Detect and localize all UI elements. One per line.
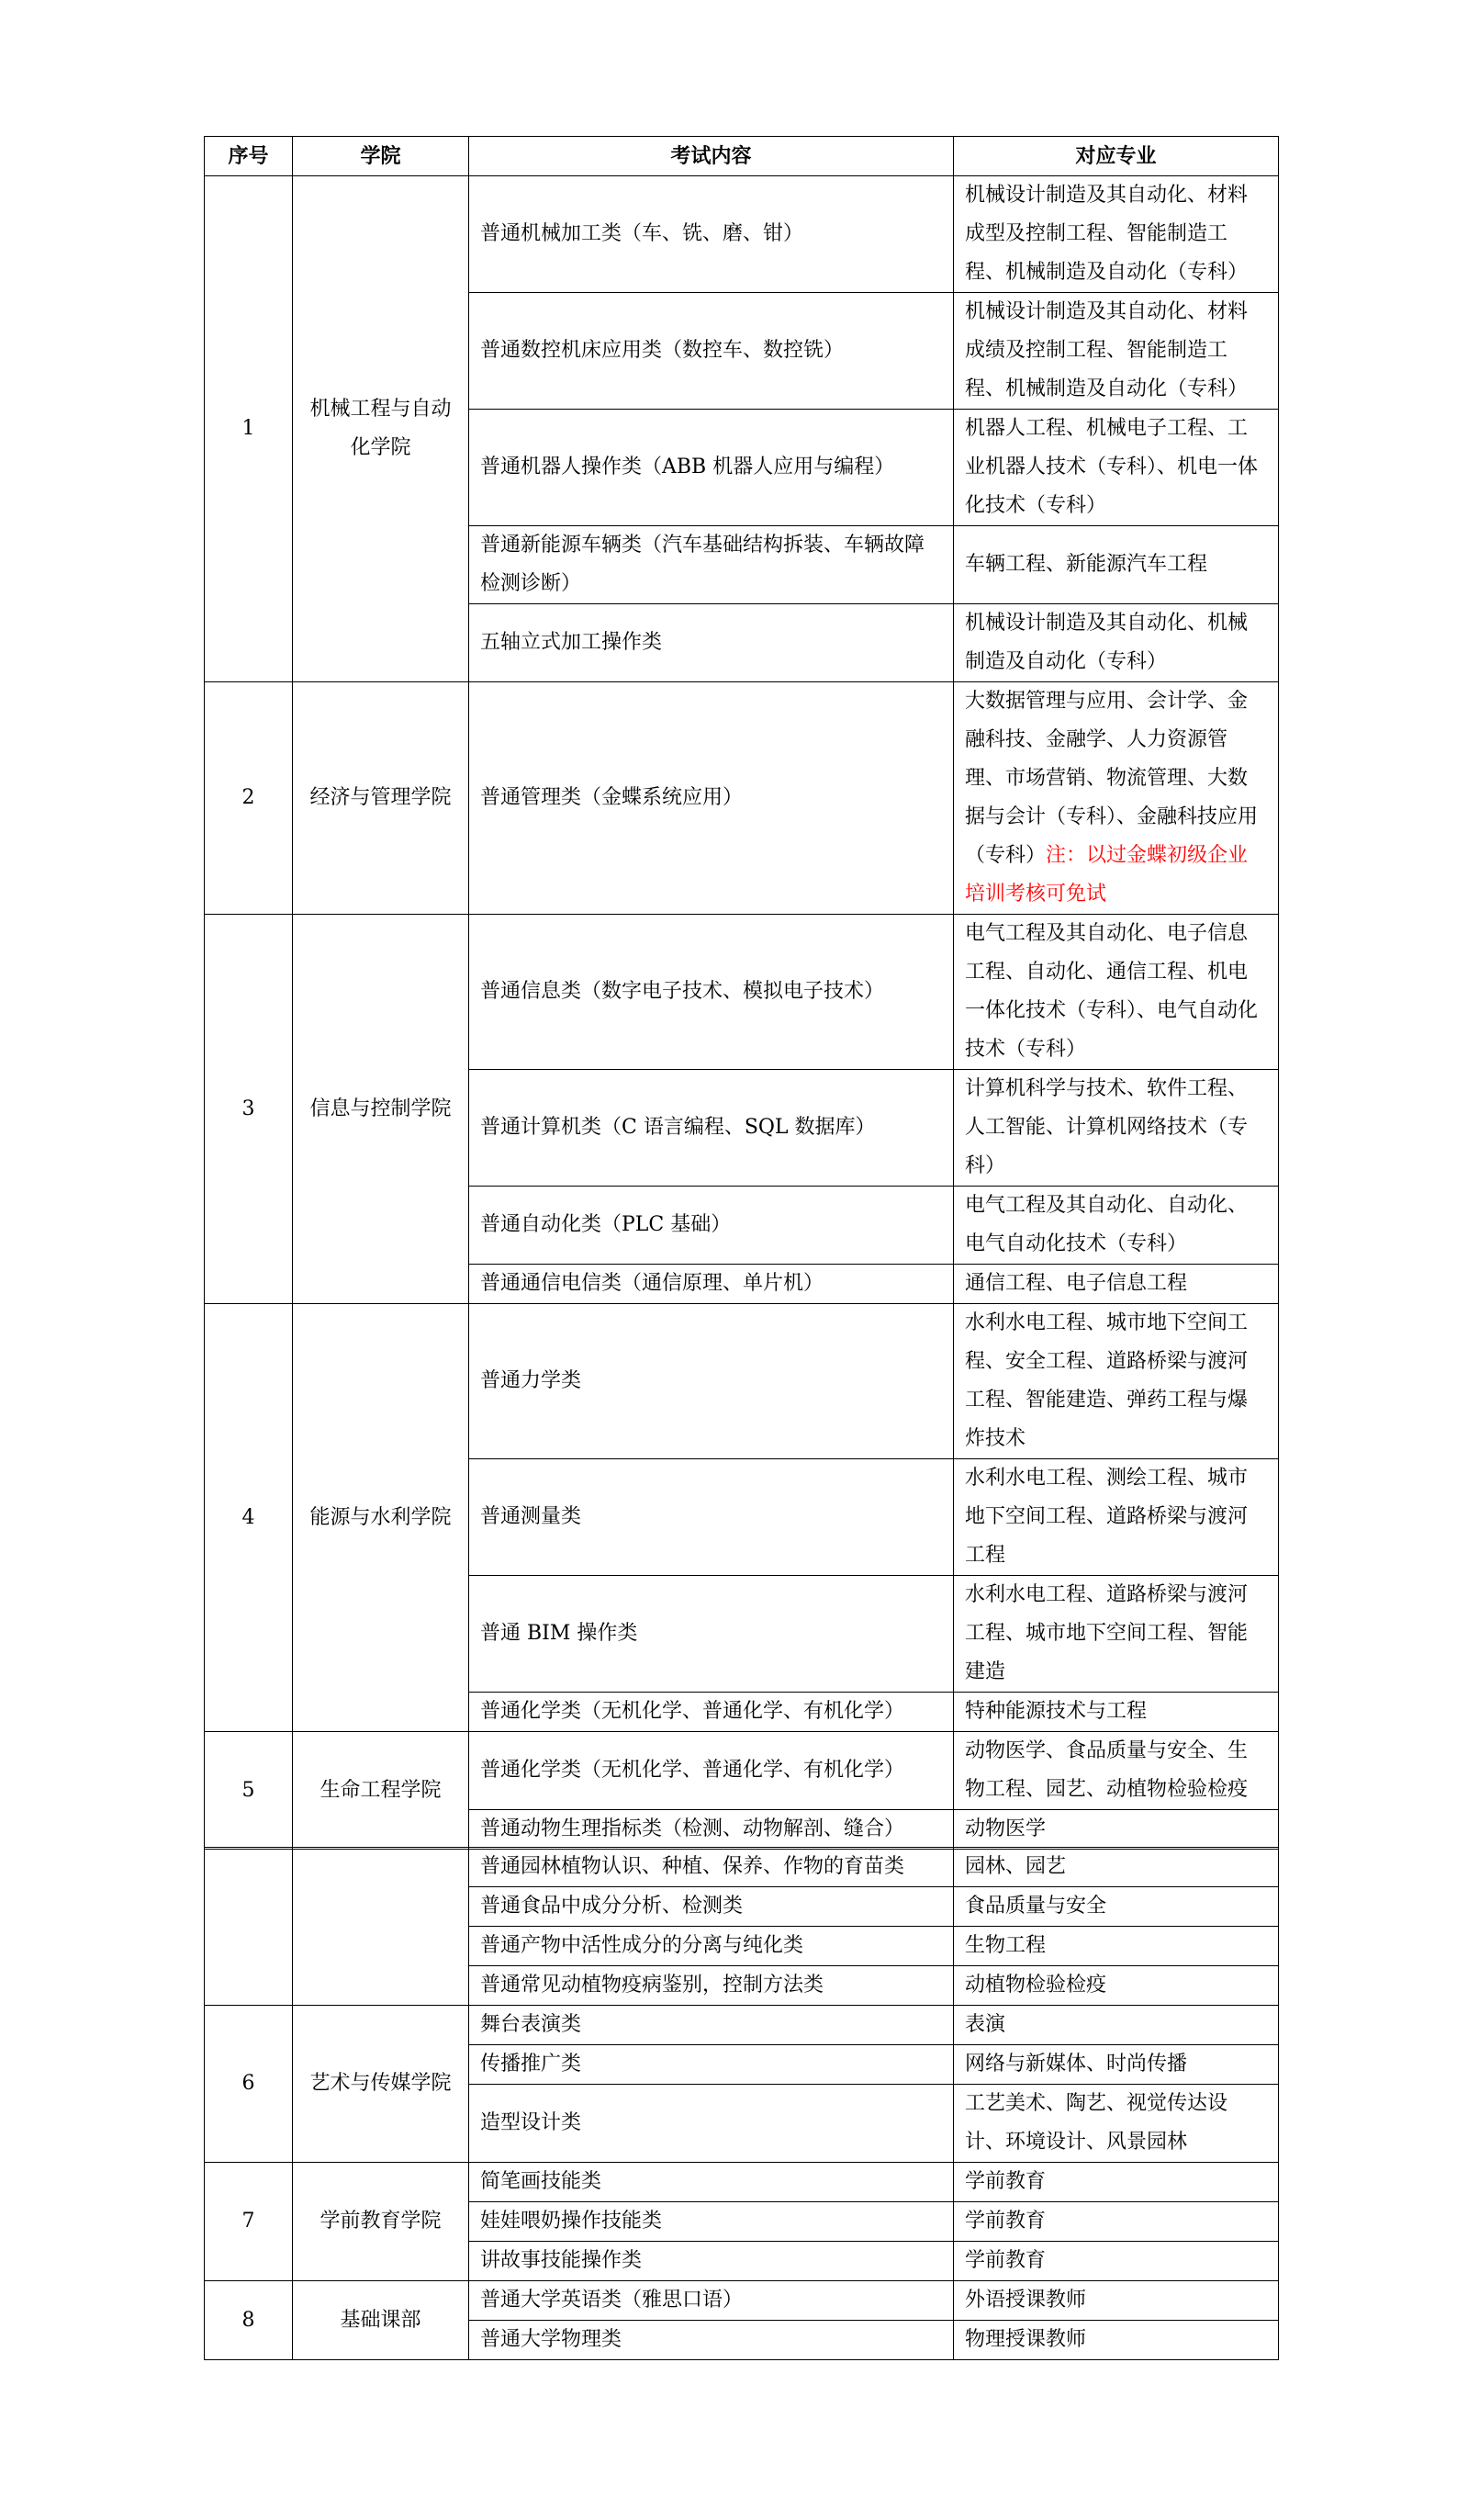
exam-content: 普通新能源车辆类（汽车基础结构拆装、车辆故障检测诊断） (469, 526, 954, 604)
major-list: 网络与新媒体、时尚传播 (954, 2045, 1279, 2085)
row-number: 5 (205, 1732, 293, 1850)
major-list: 水利水电工程、城市地下空间工程、安全工程、道路桥梁与渡河工程、智能建造、弹药工程与爆炸技术 (954, 1304, 1279, 1459)
table-row (205, 1304, 1279, 1459)
exam-content: 普通大学英语类（雅思口语） (469, 2281, 954, 2321)
exam-content: 普通大学物理类 (469, 2321, 954, 2360)
exam-content: 普通通信电信类（通信原理、单片机） (469, 1265, 954, 1304)
header-row (205, 137, 1279, 176)
row-number (205, 1848, 293, 2006)
major-list: 电气工程及其自动化、自动化、电气自动化技术（专科） (954, 1187, 1279, 1265)
table-row (205, 176, 1279, 293)
exam-content: 普通力学类 (469, 1304, 954, 1459)
major-text: 大数据管理与应用、会计学、金融科技、金融学、人力资源管理、市场营销、物流管理、大数据与会计（专科）、金融科技应用（专科） (965, 690, 1259, 867)
table-row (205, 682, 1279, 915)
major-list: 通信工程、电子信息工程 (954, 1265, 1279, 1304)
exam-content: 简笔画技能类 (469, 2163, 954, 2202)
college-name: 艺术与传媒学院 (293, 2006, 469, 2163)
row-number: 1 (205, 176, 293, 682)
exam-content: 五轴立式加工操作类 (469, 604, 954, 682)
exam-table-page-1 (204, 136, 1279, 1850)
major-list: 车辆工程、新能源汽车工程 (954, 526, 1279, 604)
college-name: 能源与水利学院 (293, 1304, 469, 1732)
exam-content: 普通测量类 (469, 1459, 954, 1576)
row-number: 6 (205, 2006, 293, 2163)
major-list: 水利水电工程、道路桥梁与渡河工程、城市地下空间工程、智能建造 (954, 1576, 1279, 1693)
exam-table-page-2 (204, 1847, 1279, 2360)
college-name: 机械工程与自动化学院 (293, 176, 469, 682)
header-major: 对应专业 (954, 137, 1279, 176)
exam-content: 娃娃喂奶操作技能类 (469, 2202, 954, 2242)
major-list: 外语授课教师 (954, 2281, 1279, 2321)
major-list: 园林、园艺 (954, 1848, 1279, 1887)
exam-content: 普通机器人操作类（ABB 机器人应用与编程） (469, 410, 954, 526)
exam-content: 普通机械加工类（车、铣、磨、钳） (469, 176, 954, 293)
major-list: 学前教育 (954, 2242, 1279, 2281)
row-number: 2 (205, 682, 293, 915)
header-college: 学院 (293, 137, 469, 176)
major-list: 机械设计制造及其自动化、材料成型及控制工程、智能制造工程、机械制造及自动化（专科） (954, 176, 1279, 293)
major-list: 动物医学、食品质量与安全、生物工程、园艺、动植物检验检疫 (954, 1732, 1279, 1810)
college-name: 学前教育学院 (293, 2163, 469, 2281)
college-name: 经济与管理学院 (293, 682, 469, 915)
table-row (205, 2281, 1279, 2321)
exam-content: 舞台表演类 (469, 2006, 954, 2045)
major-list: 工艺美术、陶艺、视觉传达设计、环境设计、风景园林 (954, 2085, 1279, 2163)
table-row (205, 2006, 1279, 2045)
major-list: 特种能源技术与工程 (954, 1693, 1279, 1732)
exam-content: 传播推广类 (469, 2045, 954, 2085)
major-list: 学前教育 (954, 2202, 1279, 2242)
header-no: 序号 (205, 137, 293, 176)
exam-content: 普通数控机床应用类（数控车、数控铣） (469, 293, 954, 410)
exam-content: 普通计算机类（C 语言编程、SQL 数据库） (469, 1070, 954, 1187)
major-list: 生物工程 (954, 1927, 1279, 1966)
table-row (205, 1848, 1279, 1887)
major-list: 计算机科学与技术、软件工程、人工智能、计算机网络技术（专科） (954, 1070, 1279, 1187)
college-name: 基础课部 (293, 2281, 469, 2360)
row-number: 3 (205, 915, 293, 1304)
major-list (954, 682, 1279, 915)
table-row (205, 915, 1279, 1070)
header-exam: 考试内容 (469, 137, 954, 176)
row-number: 7 (205, 2163, 293, 2281)
college-name: 生命工程学院 (293, 1732, 469, 1850)
exam-content: 普通信息类（数字电子技术、模拟电子技术） (469, 915, 954, 1070)
major-list: 水利水电工程、测绘工程、城市地下空间工程、道路桥梁与渡河工程 (954, 1459, 1279, 1576)
college-name: 信息与控制学院 (293, 915, 469, 1304)
exam-content: 讲故事技能操作类 (469, 2242, 954, 2281)
major-list: 电气工程及其自动化、电子信息工程、自动化、通信工程、机电一体化技术（专科）、电气自动化技术（专科） (954, 915, 1279, 1070)
exam-content: 造型设计类 (469, 2085, 954, 2163)
major-list: 食品质量与安全 (954, 1887, 1279, 1927)
exam-content: 普通管理类（金蝶系统应用） (469, 682, 954, 915)
major-list: 物理授课教师 (954, 2321, 1279, 2360)
major-list: 学前教育 (954, 2163, 1279, 2202)
major-list: 动植物检验检疫 (954, 1966, 1279, 2006)
table-row (205, 1732, 1279, 1810)
exam-content: 普通食品中成分分析、检测类 (469, 1887, 954, 1927)
table-row (205, 2163, 1279, 2202)
exam-content: 普通常见动植物疫病鉴别，控制方法类 (469, 1966, 954, 2006)
exam-content: 普通产物中活性成分的分离与纯化类 (469, 1927, 954, 1966)
row-number: 8 (205, 2281, 293, 2360)
exam-content: 普通自动化类（PLC 基础） (469, 1187, 954, 1265)
exam-content: 普通动物生理指标类（检测、动物解剖、缝合） (469, 1810, 954, 1850)
major-list: 动物医学 (954, 1810, 1279, 1850)
exam-content: 普通化学类（无机化学、普通化学、有机化学） (469, 1732, 954, 1810)
major-list: 表演 (954, 2006, 1279, 2045)
row-number: 4 (205, 1304, 293, 1732)
major-list: 机器人工程、机械电子工程、工业机器人技术（专科）、机电一体化技术（专科） (954, 410, 1279, 526)
major-list: 机械设计制造及其自动化、机械制造及自动化（专科） (954, 604, 1279, 682)
exemption-note: 注：以过金蝶初级企业培训考核可免试 (965, 844, 1249, 906)
major-list: 机械设计制造及其自动化、材料成绩及控制工程、智能制造工程、机械制造及自动化（专科） (954, 293, 1279, 410)
exam-content: 普通园林植物认识、种植、保养、作物的育苗类 (469, 1848, 954, 1887)
college-name (293, 1848, 469, 2006)
exam-content: 普通 BIM 操作类 (469, 1576, 954, 1693)
exam-content: 普通化学类（无机化学、普通化学、有机化学） (469, 1693, 954, 1732)
